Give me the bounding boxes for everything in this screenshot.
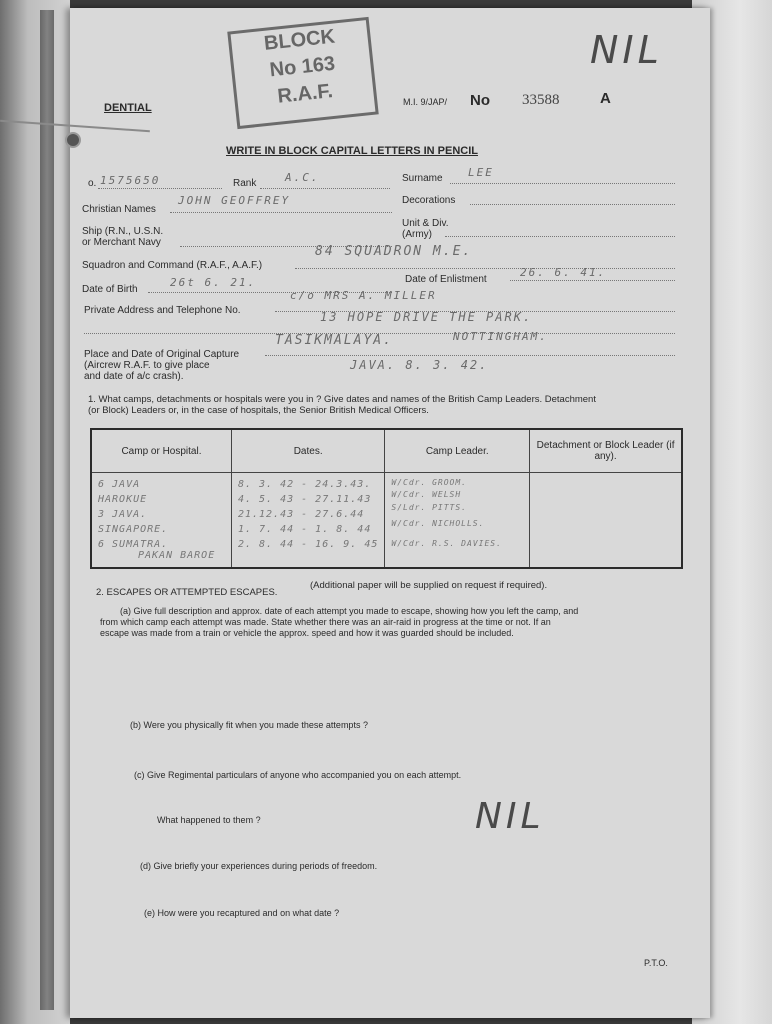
- leader-entry: S/Ldr. PITTS.: [391, 503, 467, 512]
- camp-entry: SINGAPORE.: [98, 524, 169, 535]
- service-number-label: o.: [88, 178, 97, 189]
- question-2c: (c) Give Regimental particulars of anyone who accompanied you on each attempt.: [134, 770, 462, 780]
- capture-date-value: JAVA. 8. 3. 42.: [350, 358, 489, 372]
- leader-entry: W/Cdr. GROOM.: [391, 478, 467, 487]
- nil-annotation: NIL: [475, 796, 545, 837]
- dates-entry: 4. 5. 43 - 27.11.43: [237, 494, 372, 505]
- camp-entry: 6 JAVA: [98, 479, 141, 490]
- camp-column-header: Camp or Hospital.: [91, 429, 231, 473]
- detachment-leader-column-header: Detachment or Block Leader (if any).: [530, 429, 682, 473]
- leader-entry: W/Cdr. NICHOLLS.: [391, 519, 485, 528]
- question-1-line-1: 1. What camps, detachments or hospitals were you in ? Give dates and names of the British Camp Leaders. Detachment: [88, 394, 596, 405]
- form-number: 33588: [522, 92, 560, 108]
- camp-entry: 3 JAVA.: [98, 509, 148, 520]
- question-1-line-2: (or Block) Leaders or, in the case of hospitals, the Senior British Medical Officers.: [88, 405, 429, 416]
- surname-label: Surname: [402, 173, 443, 184]
- camps-table: [90, 428, 683, 569]
- date-of-birth-value: 26t 6. 21.: [170, 276, 257, 289]
- capture-label-1: Place and Date of Original Capture: [84, 349, 240, 360]
- unit-label-2: (Army): [402, 229, 432, 240]
- surname-value: LEE: [468, 166, 494, 179]
- private-address-label: Private Address and Telephone No.: [84, 305, 241, 316]
- stamp-line-1: BLOCK: [263, 25, 337, 55]
- unit-label-1: Unit & Div.: [402, 218, 449, 229]
- stamp-line-2: No 163: [268, 52, 337, 82]
- squadron-value: 84 SQUADRON M.E.: [315, 244, 473, 259]
- address-city-value: NOTTINGHAM.: [453, 330, 548, 343]
- nil-annotation-top: NIL: [590, 28, 663, 72]
- question-2b: (b) Were you physically fit when you made these attempts ?: [130, 720, 368, 730]
- date-of-enlistment-value: 26. 6. 41.: [520, 266, 607, 279]
- christian-names-label: Christian Names: [82, 204, 156, 215]
- leader-entry: W/Cdr. R.S. DAVIES.: [391, 539, 502, 548]
- capture-label-2: (Aircrew R.A.F. to give place: [84, 360, 210, 371]
- leader-cell: [385, 473, 530, 569]
- ship-label-1: Ship (R.N., U.S.N.: [82, 226, 164, 237]
- date-of-birth-label: Date of Birth: [82, 284, 138, 295]
- dates-entry: 21.12.43 - 27.6.44: [237, 509, 365, 520]
- question-2d: (d) Give briefly your experiences during periods of freedom.: [140, 861, 378, 871]
- background-sheet-left: [0, 0, 70, 1024]
- dates-entry: 8. 3. 42 - 24.3.43.: [237, 479, 372, 490]
- squadron-label: Squadron and Command (R.A.F., A.A.F.): [82, 260, 263, 271]
- private-address-value-2: 13 HOPE DRIVE THE PARK.: [320, 310, 533, 324]
- camp-entry: PAKAN BAROE: [138, 550, 216, 561]
- rank-value: A.C.: [285, 171, 320, 184]
- confidential-label: DENTIAL: [104, 102, 152, 114]
- service-number-value: 1575650: [100, 174, 161, 187]
- binder-spine: [40, 10, 54, 1010]
- camp-entry: 6 SUMATRA.: [98, 539, 169, 550]
- capture-place-value: TASIKMALAYA.: [275, 333, 393, 348]
- question-2a-line-2: from which camp each attempt was made. State whether there was an air-raid in progress at the time or not. If an: [100, 617, 551, 627]
- question-2e: (e) How were you recaptured and on what date ?: [144, 908, 340, 918]
- form-suffix: A: [600, 90, 611, 107]
- instruction-heading: WRITE IN BLOCK CAPITAL LETTERS IN PENCIL: [226, 145, 478, 157]
- dates-entry: 1. 7. 44 - 1. 8. 44: [237, 524, 372, 535]
- camp-entry: HAROKUE: [98, 494, 148, 505]
- leader-entry: W/Cdr. WELSH: [391, 490, 462, 499]
- capture-label-3: and date of a/c crash).: [84, 371, 184, 382]
- detachment-cell: [530, 473, 682, 569]
- punch-hole: [65, 132, 81, 148]
- number-label: No: [470, 92, 490, 109]
- camp-cell: [91, 473, 231, 569]
- question-2a-line-1: (a) Give full description and approx. date of each attempt you made to escape, showing how you left the camp, and: [120, 606, 579, 616]
- rank-label: Rank: [233, 178, 257, 189]
- form-reference: M.I. 9/JAP/: [403, 97, 448, 107]
- camp-leader-column-header: Camp Leader.: [385, 429, 530, 473]
- what-happened-question: What happened to them ?: [157, 815, 261, 825]
- christian-names-value: JOHN GEOFFREY: [178, 194, 291, 207]
- stamp-line-3: R.A.F.: [276, 80, 334, 108]
- decorations-label: Decorations: [402, 195, 456, 206]
- pto-label: P.T.O.: [644, 958, 668, 968]
- dates-entry: 2. 8. 44 - 16. 9. 45: [237, 539, 379, 550]
- question-2-title: 2. ESCAPES OR ATTEMPTED ESCAPES.: [96, 587, 278, 598]
- dates-cell: [231, 473, 384, 569]
- ship-label-2: or Merchant Navy: [82, 237, 161, 248]
- block-raf-stamp: [227, 17, 378, 129]
- question-2a-line-3: escape was made from a train or vehicle the approx. speed and how it was guarded should be included.: [100, 628, 514, 638]
- private-address-value-1: c/o MRS A. MILLER: [290, 289, 437, 302]
- question-2-note: (Additional paper will be supplied on request if required).: [310, 580, 548, 591]
- dates-column-header: Dates.: [231, 429, 384, 473]
- date-of-enlistment-label: Date of Enlistment: [405, 274, 487, 285]
- questionnaire-page: [70, 8, 710, 1018]
